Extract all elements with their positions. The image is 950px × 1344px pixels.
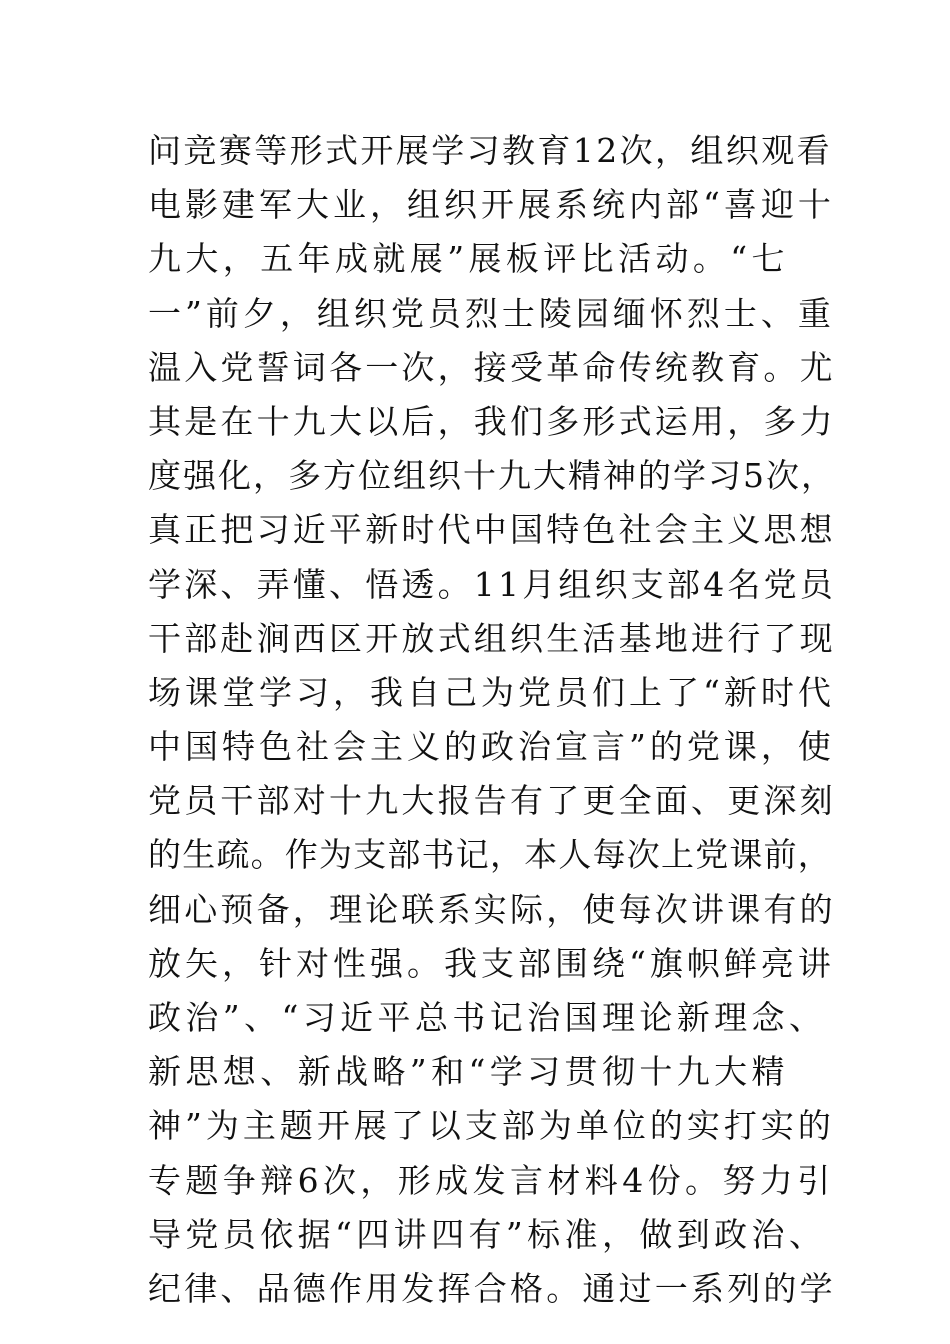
text-line: 场课堂学习，我自己为党员们上了“新时代 — [148, 672, 835, 712]
text-line: 学深、弄懂、悟透。11月组织支部4名党员 — [148, 564, 836, 604]
text-line: 神”为主题开展了以支部为单位的实打实的 — [148, 1106, 835, 1146]
text-line: 的生疏。作为支部书记，本人每次上党课前， — [148, 835, 832, 875]
text-line: 问竞赛等形式开展学习教育12次，组织观看 — [148, 131, 832, 170]
text-line: 专题争辩6次，形成发言材料4份。努力引 — [148, 1160, 835, 1200]
text-line: 温入党誓词各一次，接受革命传统教育。尤 — [148, 347, 836, 387]
text-line: 细心预备，理论联系实际，使每次讲课有的 — [148, 889, 836, 929]
text-line: 新思想、新战略”和“学习贯彻十九大精 — [148, 1052, 789, 1092]
text-line: 放矢，针对性强。我支部围绕“旗帜鲜亮讲 — [148, 943, 835, 983]
text-line: 电影建军大业，组织开展系统内部“喜迎十 — [148, 185, 835, 225]
text-line: 党员干部对十九大报告有了更全面、更深刻 — [148, 781, 836, 821]
text-line: 政治”、“习近平总书记治国理论新理念、 — [148, 998, 827, 1037]
text-line: 导党员依据“四讲四有”标准，做到政治、 — [148, 1214, 827, 1254]
text-line: 纪律、品德作用发挥合格。通过一系列的学 — [148, 1268, 836, 1308]
text-line: 一”前夕，组织党员烈士陵园缅怀烈士、重 — [148, 293, 835, 333]
text-line: 九大，五年成就展”展板评比活动。“七 — [148, 239, 789, 279]
text-line: 真正把习近平新时代中国特色社会主义思想 — [148, 510, 836, 550]
text-line: 中国特色社会主义的政治宣言”的党课，使 — [148, 727, 835, 767]
text-line: 其是在十九大以后，我们多形式运用，多力 — [148, 401, 836, 441]
text-line: 度强化，多方位组织十九大精神的学习5次， — [148, 456, 836, 496]
body-text — [148, 124, 836, 1316]
text-line: 干部赴涧西区开放式组织生活基地进行了现 — [148, 618, 836, 658]
